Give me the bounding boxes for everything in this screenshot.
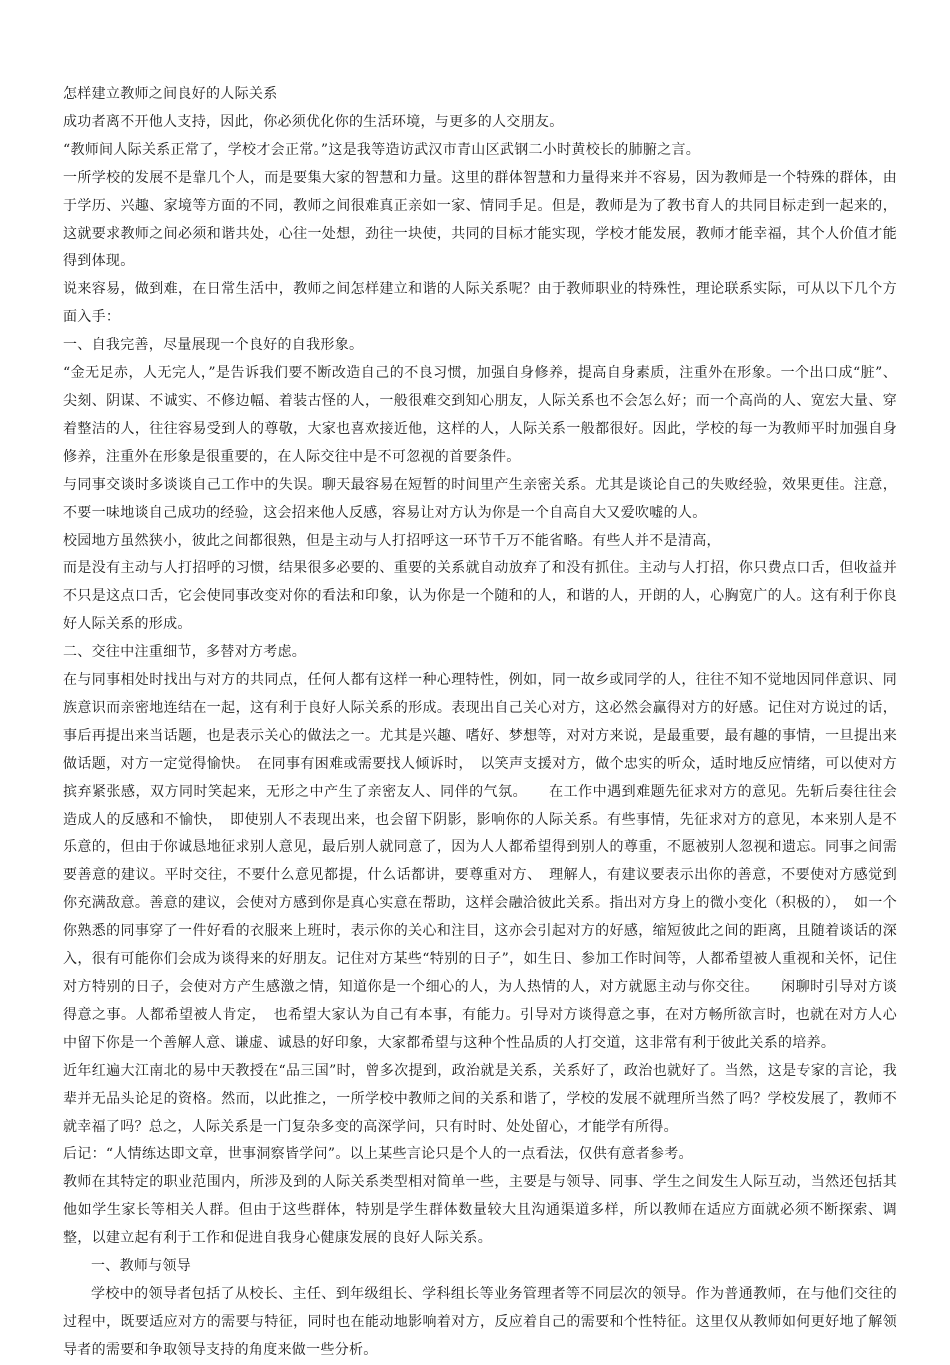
section-heading-teacher-leader: 一、教师与领导	[91, 1258, 192, 1275]
paragraph-self-image: “金无足赤，人无完人，”是告诉我们要不断改造自己的不良习惯，加强自身修养，提高自身素质，注重外在形象。一个出口成“脏”、尖刻、阴谋、不诚实、不修边幅、着装古怪的人，一般很难交到知心朋友，人际关系也不会怎么好；而一个高尚的人、宽宏大量、穿着整洁的人，往往容易受到人的尊敬，大家也喜欢接近他，这样的人，人际关系一般都很好。因此，学校的每一为教师平时加强自身修养，注重外在形象是很重要的，在人际交往中是不可忽视的首要条件。	[63, 365, 897, 465]
paragraph-common-ground: 在与同事相处时找出与对方的共同点，任何人都有这样一种心理特性，例如，同一故乡或同学的人，往往不知不觉地因同伴意识、同族意识而亲密地连结在一起，这有利于良好人际关系的形成。表现出自己关心对方，这必然会赢得对方的好感。记住对方说过的话，事后再提出来当话题，也是表示关心的做法之一。尤其是兴趣、嗜好、梦想等，对对方来说，是最重要，最有趣的事情，一旦提出来做话题，对方一定觉得愉快。 在同事有困难或需要找人倾诉时， 以笑声支援对方，做个忠实的听众，适时地反应情绪，可以使对方摈弃紧张感，双方同时笑起来，无形之中产生了亲密友人、同伴的气氛。 在工作中遇到难题先征求对方的意见。先斩后奏往往会造成人的反感和不愉快， 即使别人不表现出来，也会留下阴影，影响你的人际关系。有些事情，先征求对方的意见，本来别人是不乐意的，但由于你诚恳地征求别人意见，最后别人就同意了，因为人人都希望得到别人的尊重，不愿被别人忽视和遗忘。同事之间需要善意的建议。平时交往，不要什么意见都提，什么话都讲，要尊重对方、 理解人，有建议要表示出你的善意，不要使对方感觉到你充满敌意。善意的建议，会使对方感到你是真心实意在帮助，这样会融洽彼此关系。指出对方身上的微小变化（积极的）， 如一个你熟悉的同事穿了一件好看的衣服来上班时，表示你的关心和注目，这亦会引起对方的好感，缩短彼此之间的距离，且随着谈话的深入，很有可能你们会成为谈得来的好朋友。记住对方某些“特别的日子”，如生日、参加工作时间等，人都希望被人重视和关怀，记住对方特别的日子，会使对方产生感激之情，知道你是一个细心的人，为人热情的人，对方就愿主动与你交往。 闲聊时引导对方谈得意之事。人都希望被人肯定， 也希望大家认为自己有本事，有能力。引导对方谈得意之事，在对方畅所欲言时，也就在对方人心中留下你是一个善解人意、谦虚、诚恳的好印象，大家都希望与这种个性品质的人打交道，这非常有利于彼此关系的培养。	[63, 672, 897, 1051]
paragraph-how-to: 说来容易，做到难，在日常生活中，教师之间怎样建立和谐的人际关系呢？由于教师职业的特殊性，理论联系实际，可从以下几个方面入手：	[63, 281, 897, 326]
paragraph-yi-zhongtian: 近年红遍大江南北的易中天教授在“品三国”时，曾多次提到，政治就是关系，关系好了，政治也就好了。当然，这是专家的言论，我辈并无品头论足的资格。然而，以此推之，一所学校中教师之间的关系和谐了，学校的发展不就理所当然了吗？学校发展了，教师不就幸福了吗？总之，人际关系是一门复杂多变的高深学问，只有时时、处处留心，才能学有所得。	[63, 1062, 897, 1135]
paragraph-greeting: 校园地方虽然狭小，彼此之间都很熟，但是主动与人打招呼这一环节千万不能省略。有些人并不是清高，	[63, 532, 721, 549]
section-heading-details: 二、交往中注重细节，多替对方考虑。	[63, 644, 307, 661]
paragraph-teacher-scope: 教师在其特定的职业范围内，所涉及到的人际关系类型相对简单一些，主要是与领导、同事、学生之间发生人际互动，当然还包括其他如学生家长等相关人群。但由于这些群体，特别是学生群体数量较大且沟通渠道多样，所以教师在适应方面就必须不断探索、调整，以建立起有利于工作和促进自我身心健康发展的良好人际关系。	[63, 1174, 897, 1247]
paragraph-leaders: 学校中的领导者包括了从校长、主任、到年级组长、学科组长等业务管理者等不同层次的领导。作为普通教师，在与他们交往的过程中，既要适应对方的需要与特征，同时也在能动地影响着对方，反应着自己的需要和个性特征。这里仅从教师如何更好地了解领导者的需要和争取领导支持的角度来做一些分析。	[63, 1285, 897, 1358]
paragraph-school-development: 一所学校的发展不是靠几个人，而是要集大家的智慧和力量。这里的群体智慧和力量得来并不容易，因为教师是一个特殊的群体，由于学历、兴趣、家境等方面的不同，教师之间很难真正亲如一家、情同手足。但是，教师是为了教书育人的共同目标走到一起来的，这就要求教师之间必须和谐共处，心往一处想，劲往一块使，共同的目标才能实现，学校才能发展，教师才能幸福，其个人价值才能得到体现。	[63, 169, 897, 270]
document-page	[63, 81, 897, 1365]
paragraph-quote: “教师间人际关系正常了，学校才会正常。”这是我等造访武汉市青山区武钢二小时黄校长的肺腑之言。	[63, 141, 701, 158]
section-heading-self-improvement: 一、自我完善，尽量展现一个良好的自我形象。	[63, 337, 364, 354]
paragraph-greeting-habit: 而是没有主动与人打招呼的习惯，结果很多必要的、重要的关系就自动放弃了和没有抓住。主动与人打招，你只费点口舌，但收益并不只是这点口舌，它会使同事改变对你的看法和印象，认为你是一个随和的人，和谐的人，开朗的人，心胸宽广的人。这有利于你良好人际关系的形成。	[63, 560, 897, 633]
paragraph-intro: 成功者离不开他人支持，因此，你必须优化你的生活环境，与更多的人交朋友。	[63, 113, 564, 130]
paragraph-postscript: 后记：“人情练达即文章，世事洞察皆学问”。以上某些言论只是个人的一点看法，仅供有意者参考。	[63, 1146, 693, 1163]
document-title: 怎样建立教师之间良好的人际关系	[63, 86, 278, 102]
paragraph-talk-failures: 与同事交谈时多谈谈自己工作中的失误。聊天最容易在短暂的时间里产生亲密关系。尤其是谈论自己的失败经验，效果更佳。注意，不要一味地谈自己成功的经验，这会招来他人反感，容易让对方认为你是一个自高自大又爱吹嘘的人。	[63, 476, 897, 521]
